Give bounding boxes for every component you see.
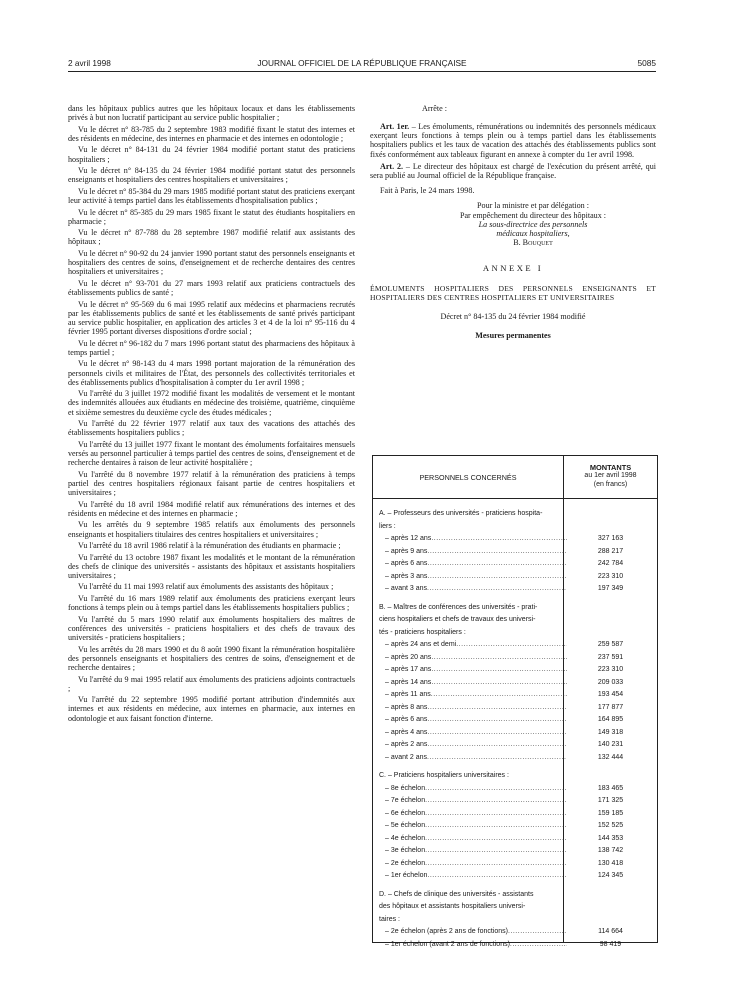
article-1-text: – Les émoluments, rémunérations ou indemnités des personnels médicaux exerçant leurs fonctions à temps plein ou à temps partiel dans les établissements hospitaliers publics et les taux de vacation des attachés des établissements publics sont fixés conformément aux tableaux figurant en annexe à compter du 1er avril 1998. — [370, 122, 656, 159]
row-amount: 327 163 — [597, 535, 624, 542]
article-2-text: – Le directeur des hôpitaux est chargé de l'exécution du présent arrêté, qui sera publié au Journal officiel de la République française. — [370, 161, 656, 181]
table-row — [373, 614, 657, 625]
paragraph: Vu l'arrêté du 16 mars 1989 relatif aux émoluments des praticiens exerçant leurs fonctions à temps plein ou à temps partiel dans les établissements hospitaliers publics ; — [68, 593, 355, 613]
table-row — [373, 858, 657, 869]
header-title: JOURNAL OFFICIEL DE LA RÉPUBLIQUE FRANÇAISE — [257, 58, 467, 68]
row-label: tés - praticiens hospitaliers : — [379, 628, 466, 636]
paragraph: Vu le décret n° 85-385 du 29 mars 1985 fixant le statut des étudiants hospitaliers en pharmacie ; — [68, 207, 355, 226]
row-label: – après 24 ans et demi ..... — [385, 639, 567, 650]
header-rule — [68, 71, 656, 72]
row-amount: 98 419 — [599, 940, 622, 948]
signature-title: médicaux hospitaliers, — [496, 229, 570, 239]
row-label: – avant 2 ans ..... — [385, 752, 567, 763]
paragraph: Vu l'arrêté du 18 avril 1986 relatif à la rémunération des étudiants en pharmacie ; — [78, 541, 341, 551]
table-row — [373, 602, 657, 613]
table-row — [373, 795, 657, 806]
row-label: – 3e échelon ..... — [385, 845, 567, 856]
left-column — [68, 104, 355, 725]
table-row — [373, 833, 657, 844]
paragraph: Vu l'arrêté du 22 février 1977 relatif aux taux des vacations des attachés des établissements hospitaliers publics ; — [68, 419, 355, 438]
annexe-title: ANNEXE I — [482, 263, 544, 274]
table-row — [373, 926, 657, 937]
header-page-number: 5085 — [637, 58, 656, 68]
table-row — [373, 939, 657, 950]
paragraph: Vu le décret n° 84-131 du 24 février 1984 modifié portant statut des praticiens hospitaliers ; — [68, 145, 355, 164]
row-label: – 7e échelon ..... — [385, 795, 567, 806]
table-row — [373, 727, 657, 738]
table-row — [373, 820, 657, 831]
table-row — [373, 558, 657, 569]
row-label: ciens hospitaliers et chefs de travaux des universi- — [379, 616, 536, 623]
paragraph: Vu le décret n° 84-135 du 24 février 1984 modifié portant statut des personnels enseignants et hospitaliers des centres hospitaliers et universitaires ; — [68, 166, 355, 185]
signature-line: Pour la ministre et par délégation : — [477, 201, 589, 211]
row-label: des hôpitaux et assistants hospitaliers universi- — [379, 903, 526, 910]
row-amount: 144 353 — [597, 834, 624, 842]
table-row — [373, 770, 657, 781]
row-label: – avant 3 ans ..... — [385, 583, 567, 594]
row-label: – 4e échelon ..... — [385, 833, 567, 844]
row-label: – après 11 ans ..... — [385, 689, 567, 700]
table-row — [373, 689, 657, 700]
table-row — [373, 714, 657, 725]
table-row — [373, 808, 657, 819]
paragraph: Vu l'arrêté du 3 juillet 1972 modifié fixant les modalités de versement et le montant des indemnités allouées aux étudiants en médecine des troisième, quatrième, cinquième et sixième semestres du deuxième cycle des études médicales ; — [68, 389, 355, 417]
paragraph: Vu le décret n° 96-182 du 7 mars 1996 portant statut des pharmaciens des hôpitaux à temps partiel ; — [68, 338, 355, 357]
paragraph: Vu le décret n° 85-384 du 29 mars 1985 modifié portant statut des praticiens exerçant leur activité à temps partiel dans les établissements d'hospitalisation publics ; — [68, 186, 355, 206]
row-label: B. – Maîtres de conférences des universités - prati- — [379, 603, 538, 611]
table-header — [373, 456, 657, 499]
paragraph: Vu l'arrêté du 22 septembre 1995 modifié portant attribution d'indemnités aux internes et aux résidents en médecine, aux internes en pharmacie, aux internes en odontologie et aux faisant fonction d'interne. — [68, 695, 355, 723]
table-row — [373, 914, 657, 925]
table-row — [373, 739, 657, 750]
row-amount: 138 742 — [597, 847, 624, 854]
table-row — [373, 870, 657, 881]
column-header-amount — [564, 464, 657, 489]
row-amount: 288 217 — [597, 547, 624, 555]
row-label: D. – Chefs de clinique des universités - assistants — [379, 890, 534, 898]
table-row — [373, 571, 657, 582]
table-row — [373, 901, 657, 912]
table-row — [373, 845, 657, 856]
table-row — [373, 752, 657, 763]
row-label: – 1er échelon (avant 2 ans de fonctions) ..... — [385, 939, 567, 950]
row-label: – après 6 ans ..... — [385, 558, 567, 569]
signature-line: Par empêchement du directeur des hôpitaux : — [459, 210, 607, 220]
row-amount: 171 325 — [597, 797, 624, 804]
table-row — [373, 889, 657, 900]
row-amount: 193 454 — [597, 691, 624, 698]
row-amount: 242 784 — [597, 560, 624, 567]
row-label: – 5e échelon ..... — [385, 820, 567, 831]
row-label: A. – Professeurs des universités - praticiens hospita- — [379, 510, 543, 517]
table-row — [373, 664, 657, 675]
row-amount: 159 185 — [597, 809, 624, 817]
row-amount: 132 444 — [597, 753, 624, 761]
row-label: – 1er échelon ..... — [385, 870, 567, 881]
row-label: – après 20 ans ..... — [385, 652, 567, 663]
row-amount: 130 418 — [597, 859, 624, 867]
row-amount: 223 310 — [597, 572, 624, 580]
section-title: Mesures permanentes — [475, 330, 551, 340]
salary-table — [372, 455, 658, 948]
row-label: – après 3 ans ..... — [385, 571, 567, 582]
signatory-name: B. Bouquet — [513, 238, 553, 248]
row-label: liers : — [379, 522, 396, 530]
table-row — [373, 521, 657, 532]
amount-header-unit: (en francs) — [593, 480, 628, 488]
row-label: – après 17 ans ..... — [385, 664, 567, 675]
article-1 — [370, 122, 656, 159]
paragraph: Vu l'arrêté du 9 mai 1995 relatif aux émoluments des praticiens adjoints contractuels ; — [68, 674, 355, 693]
paragraph: Vu le décret n° 95-569 du 6 mai 1995 relatif aux médecins et pharmaciens recrutés par les établissements publics de santé et les établissements de santé privés participant au service public hospitalier, en application des articles 3 et 4 de la loi n° 95-116 du 4 février 1995 portant diverses dispositions d'ordre social ; — [68, 299, 355, 337]
row-amount: 237 591 — [597, 653, 624, 661]
amount-header-title: MONTANTS — [589, 463, 632, 472]
paragraph: Vu le décret n° 93-701 du 27 mars 1993 relatif aux praticiens contractuels des établissements publics de santé ; — [68, 278, 355, 298]
row-amount: 223 310 — [597, 666, 624, 673]
row-label: – après 8 ans ..... — [385, 702, 567, 713]
row-amount: 149 318 — [597, 728, 624, 736]
table-row — [373, 583, 657, 594]
row-amount: 124 345 — [597, 872, 624, 879]
table-row — [373, 546, 657, 557]
row-label: – 2e échelon ..... — [385, 858, 567, 869]
paragraph: Vu le décret n° 83-785 du 2 septembre 1983 modifié fixant le statut des internes et des résidents en médecine, des internes en pharmacie et des internes en odontologie ; — [68, 124, 355, 143]
row-amount: 259 587 — [597, 641, 624, 648]
row-label: – après 6 ans ..... — [385, 714, 567, 725]
row-label: C. – Praticiens hospitaliers universitaires : — [379, 772, 509, 779]
row-amount: 140 231 — [597, 741, 624, 748]
row-amount: 209 033 — [597, 678, 624, 686]
paragraph: Vu le décret n° 98-143 du 4 mars 1998 portant majoration de la rémunération des personnels civils et militaires de l'État, des personnels des collectivités territoriales et des établissements publics d'hospitalisation à compter du 1er avril 1998 ; — [68, 359, 355, 387]
table-row — [373, 533, 657, 544]
paragraph: Vu l'arrêté du 11 mai 1993 relatif aux émoluments des assistants des hôpitaux ; — [78, 582, 334, 592]
paragraph: Vu les arrêtés du 9 septembre 1985 relatifs aux émoluments des personnels enseignants et hospitaliers titulaires des centres hospitaliers et universitaires ; — [68, 520, 355, 539]
table-row — [373, 702, 657, 713]
signature-title: La sous-directrice des personnels — [478, 219, 588, 229]
table-row — [373, 639, 657, 650]
article-2 — [370, 162, 656, 180]
column-header-personnel: PERSONNELS CONCERNÉS — [373, 456, 564, 498]
paragraph: Vu l'arrêté du 13 octobre 1987 fixant les modalités et le montant de la rémunération des chefs de clinique des universités - assistants des hôpitaux et assistants hospitaliers universitaires ; — [68, 552, 355, 580]
paragraph: Vu le décret n° 90-92 du 24 janvier 1990 portant statut des personnels enseignants et hospitaliers des centres de soins, d'enseignement et de recherche dentaires des centres hospitaliers et universitaires ; — [68, 248, 355, 277]
row-amount: 197 349 — [597, 585, 624, 592]
amount-header-date: au 1er avril 1998 — [584, 472, 637, 480]
row-label: – après 9 ans ..... — [385, 546, 567, 557]
table-row — [373, 508, 657, 519]
paragraph: Vu l'arrêté du 8 novembre 1977 relatif à la rémunération des praticiens à temps partiel des centres hospitaliers régionaux faisant partie de centres hospitaliers et universitaires ; — [68, 469, 355, 498]
table-row — [373, 783, 657, 794]
row-amount: 177 877 — [597, 703, 624, 711]
row-label: – 8e échelon ..... — [385, 783, 567, 794]
row-label: – 6e échelon ..... — [385, 808, 567, 819]
header-date: 2 avril 1998 — [68, 58, 111, 68]
row-label: taires : — [379, 915, 401, 923]
paragraph: Vu les arrêtés du 28 mars 1990 et du 8 août 1990 fixant la rémunération hospitalière des personnels enseignants et hospitaliers des centres de soins, d'enseignement et de recherche dentaires ; — [68, 644, 355, 672]
table-row — [373, 652, 657, 663]
row-label: – 2e échelon (après 2 ans de fonctions) ..... — [385, 926, 567, 937]
table-row — [373, 627, 657, 638]
row-amount: 183 465 — [597, 784, 624, 792]
paragraph: Vu le décret n° 87-788 du 28 septembre 1987 modifié relatif aux assistants des hôpitaux ; — [68, 228, 355, 247]
row-label: – après 14 ans ..... — [385, 677, 567, 688]
row-amount: 152 525 — [597, 822, 624, 829]
row-label: – après 4 ans ..... — [385, 727, 567, 738]
row-amount: 114 664 — [598, 928, 623, 935]
table-row — [373, 677, 657, 688]
place-date-line: Fait à Paris, le 24 mars 1998. — [380, 186, 475, 196]
row-amount: 164 895 — [597, 716, 624, 723]
paragraph: dans les hôpitaux publics autres que les hôpitaux locaux et dans les établissements privés à but non lucratif participant au service public hospitalier ; — [68, 104, 355, 123]
paragraph: Vu l'arrêté du 18 avril 1984 modifié relatif aux rémunérations des internes et des résidents en médecine et des internes en pharmacie ; — [68, 499, 355, 518]
decree-reference: Décret n° 84-135 du 24 février 1984 modifié — [440, 311, 586, 321]
article-1-label: Art. 1er. — [380, 122, 410, 131]
annexe-heading: ÉMOLUMENTS HOSPITALIERS DES PERSONNELS ENSEIGNANTS ET HOSPITALIERS DES CENTRES HOSPITALIERS ET UNIVERSITAIRES — [370, 283, 656, 302]
article-2-label: Art. 2. — [380, 161, 404, 171]
page-header — [68, 58, 656, 70]
arrete-heading: Arrête : — [422, 104, 447, 113]
right-column — [370, 104, 656, 340]
row-label: – après 12 ans ..... — [385, 533, 567, 544]
paragraph: Vu l'arrêté du 13 juillet 1977 fixant le montant des émoluments forfaitaires mensuels versés au personnel particulier à temps partiel des centres de soins, d'enseignement et de recherche dentaires à raison de leur activité hospitalière ; — [68, 439, 355, 468]
row-label: – après 2 ans ..... — [385, 739, 567, 750]
paragraph: Vu l'arrêté du 5 mars 1990 relatif aux émoluments hospitaliers des maîtres de conférences des universités - praticiens hospitaliers et des chefs de travaux des universités - praticiens hospitaliers ; — [68, 614, 355, 643]
